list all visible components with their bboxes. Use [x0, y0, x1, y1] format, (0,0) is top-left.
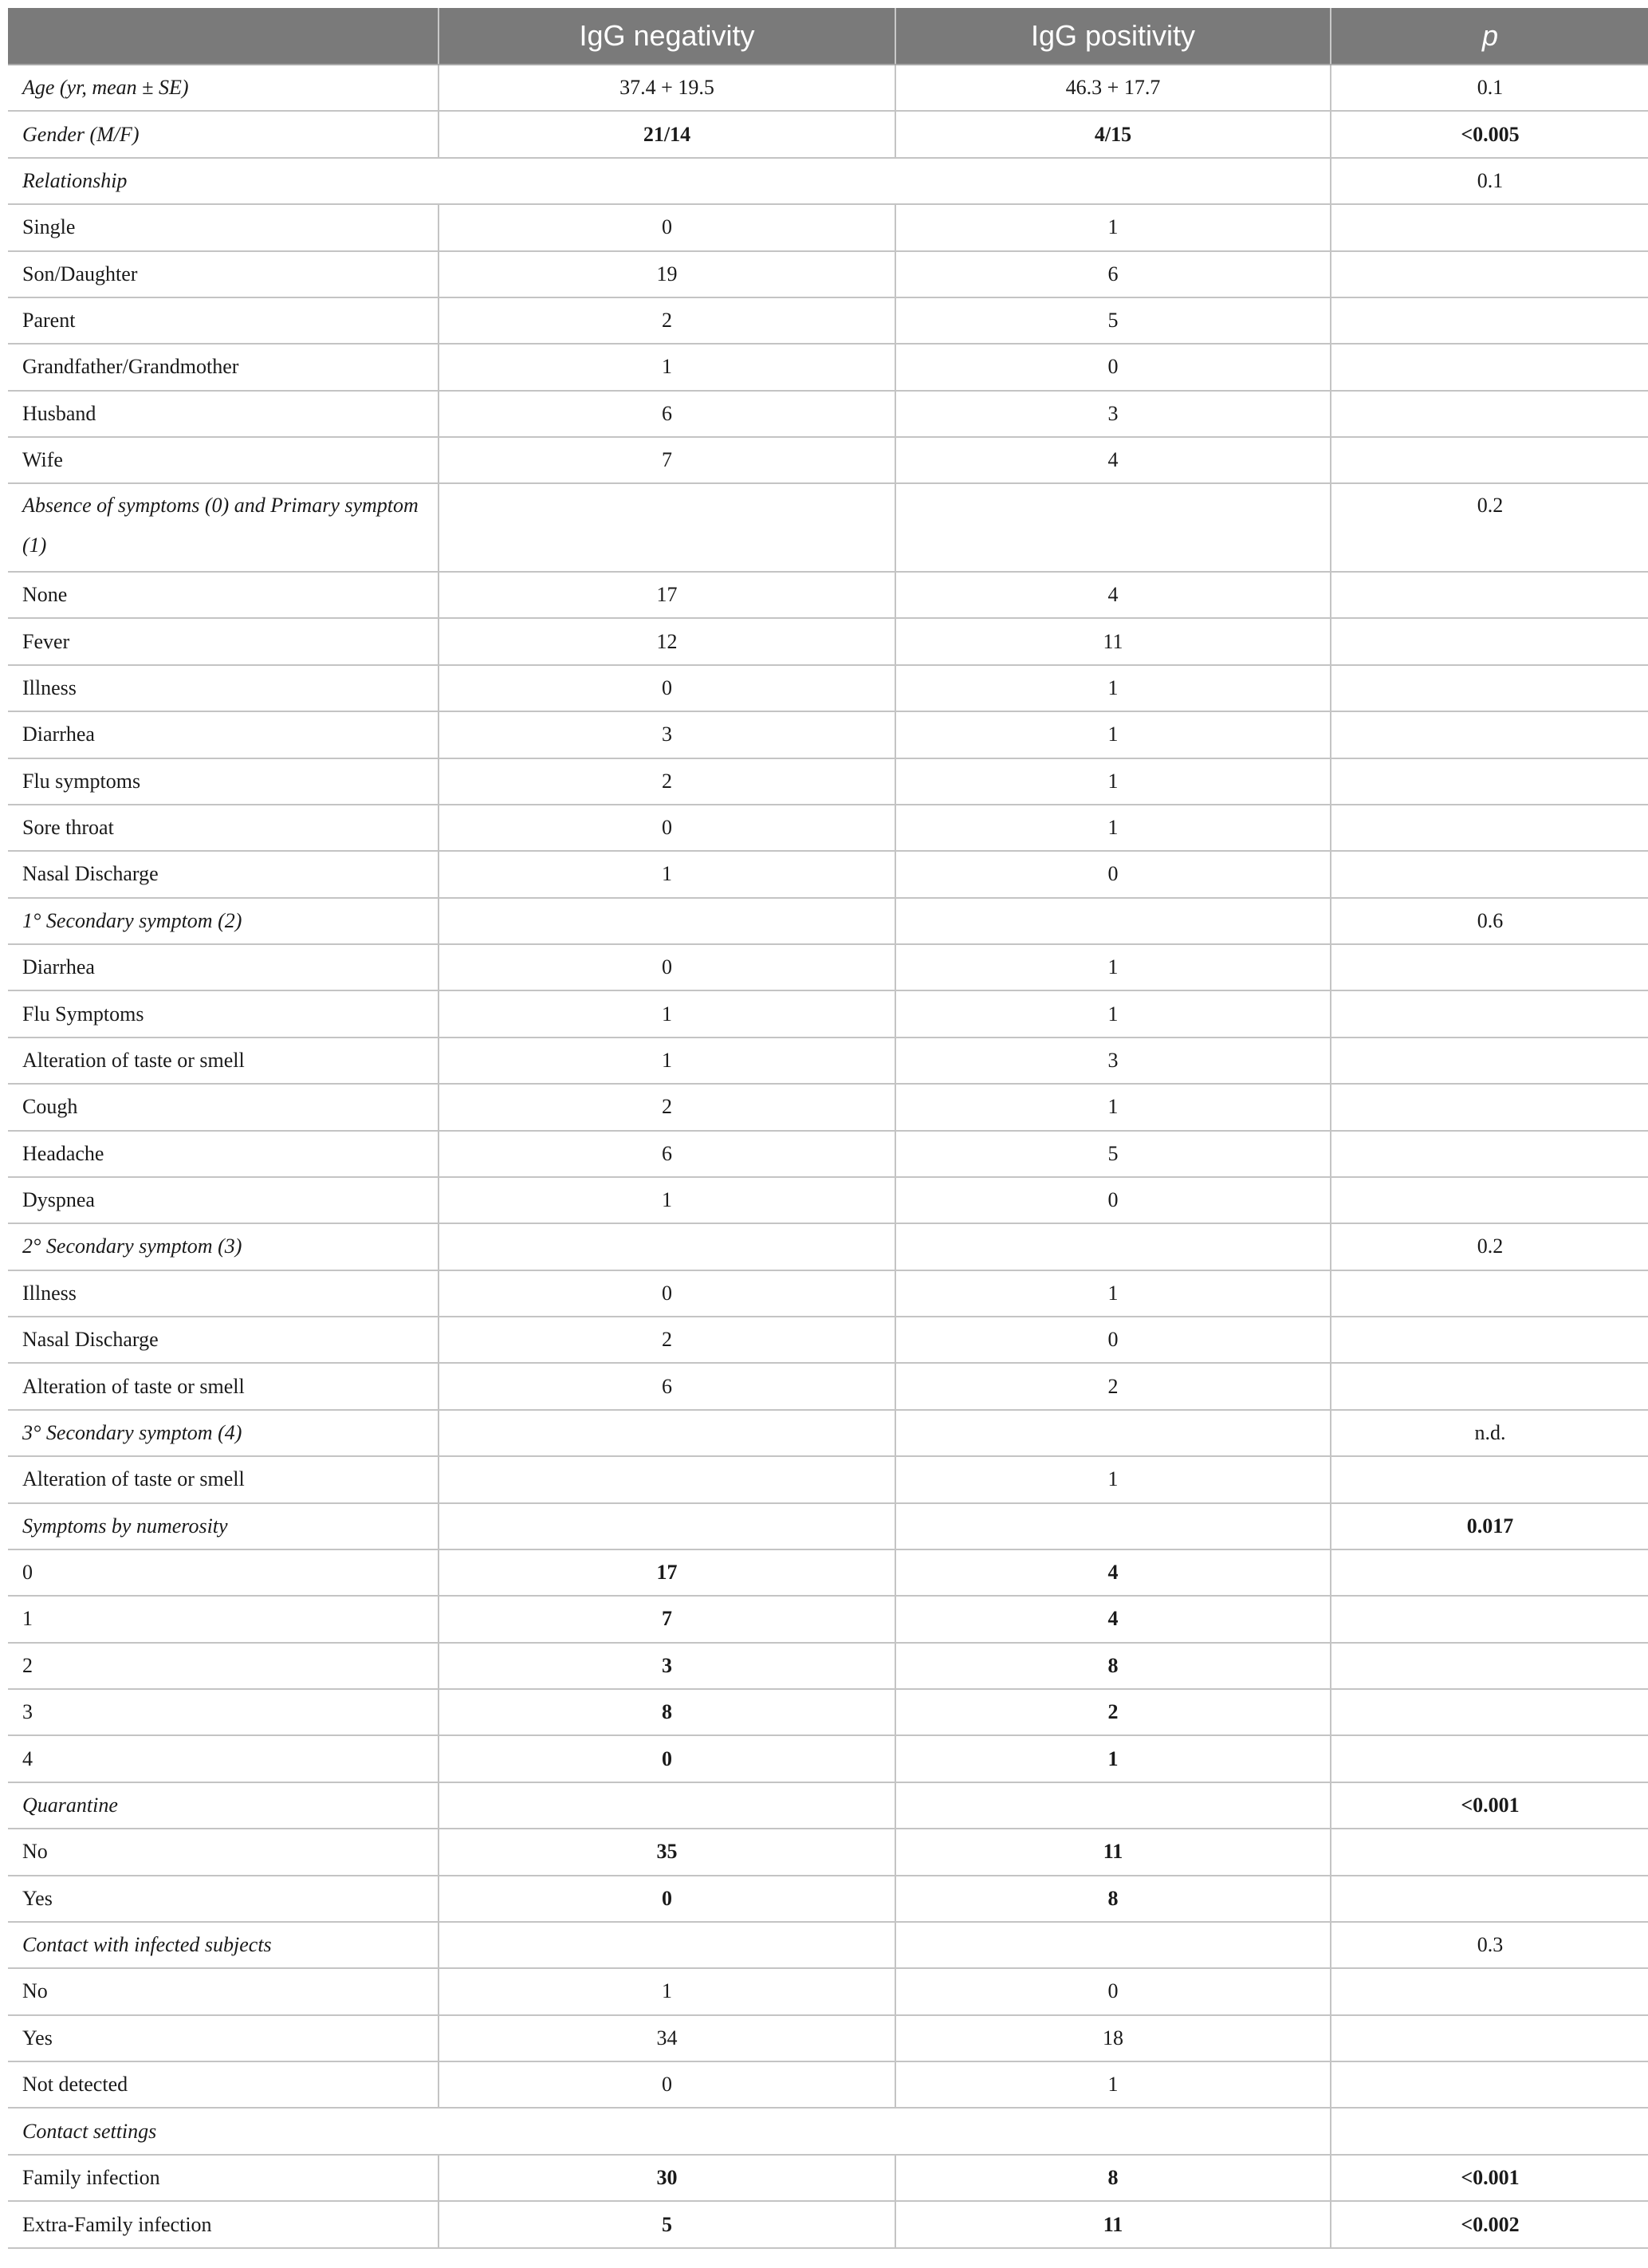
p-value-cell — [1331, 1876, 1648, 1922]
p-value-cell — [1331, 2108, 1648, 2154]
section-row — [8, 1503, 1648, 1549]
igg-positivity-cell: 8 — [895, 1643, 1331, 1689]
table-row — [8, 1177, 1648, 1223]
table-row — [8, 1876, 1648, 1922]
igg-positivity-cell: 1 — [895, 758, 1331, 805]
p-value-cell — [1331, 990, 1648, 1037]
igg-positivity-cell: 11 — [895, 2201, 1331, 2248]
p-value-cell — [1331, 1689, 1648, 1735]
row-label: 1 — [8, 1596, 439, 1642]
igg-negativity-cell: 1 — [439, 1968, 895, 2014]
igg-positivity-cell: 4/15 — [895, 111, 1331, 157]
igg-negativity-cell: 19 — [439, 251, 895, 297]
igg-positivity-cell: 0 — [895, 1968, 1331, 2014]
igg-positivity-cell: 1 — [895, 805, 1331, 851]
igg-negativity-cell: 0 — [439, 1876, 895, 1922]
igg-positivity-cell: 0 — [895, 344, 1331, 390]
p-value-cell: 0.2 — [1331, 483, 1648, 572]
row-label: Not detected — [8, 2061, 439, 2108]
table-row — [8, 2015, 1648, 2061]
row-label: 4 — [8, 1735, 439, 1782]
p-value-cell: <0.005 — [1331, 111, 1648, 157]
p-value-cell — [1331, 1038, 1648, 1084]
igg-negativity-cell: 21/14 — [439, 111, 895, 157]
row-label: Son/Daughter — [8, 251, 439, 297]
row-label: Cough — [8, 1084, 439, 1130]
p-value-cell: 0.1 — [1331, 158, 1648, 204]
p-value-cell — [1331, 1596, 1648, 1642]
igg-positivity-cell: 1 — [895, 1735, 1331, 1782]
igg-positivity-cell: 4 — [895, 1549, 1331, 1596]
table-row — [8, 1317, 1648, 1363]
igg-negativity-cell — [439, 1410, 895, 1456]
igg-positivity-cell: 1 — [895, 204, 1331, 250]
row-label: Flu Symptoms — [8, 990, 439, 1037]
row-label: Grandfather/Grandmother — [8, 344, 439, 390]
table-row — [8, 1643, 1648, 1689]
table-row — [8, 2155, 1648, 2201]
header-igg-negativity: IgG negativity — [439, 8, 895, 65]
igg-negativity-cell: 1 — [439, 990, 895, 1037]
p-value-cell — [1331, 1456, 1648, 1502]
table-row — [8, 2061, 1648, 2108]
igg-positivity-cell: 0 — [895, 1177, 1331, 1223]
p-value-cell — [1331, 572, 1648, 618]
section-row — [8, 1782, 1648, 1829]
igg-positivity-cell: 1 — [895, 665, 1331, 711]
igg-negativity-cell: 0 — [439, 204, 895, 250]
row-label: 3° Secondary symptom (4) — [8, 1410, 439, 1456]
igg-positivity-cell: 8 — [895, 1876, 1331, 1922]
igg-negativity-cell: 0 — [439, 665, 895, 711]
p-value-cell — [1331, 1968, 1648, 2014]
section-row — [8, 1410, 1648, 1456]
row-label: Yes — [8, 2015, 439, 2061]
row-label: Symptoms by numerosity — [8, 1503, 439, 1549]
igg-positivity-cell: 2 — [895, 1363, 1331, 1409]
p-value-cell — [1331, 391, 1648, 437]
igg-negativity-cell: 35 — [439, 1829, 895, 1875]
row-label: Family infection — [8, 2155, 439, 2201]
igg-positivity-cell: 11 — [895, 1829, 1331, 1875]
igg-positivity-cell: 1 — [895, 2061, 1331, 2108]
section-row — [8, 2108, 1648, 2154]
p-value-cell: 0.017 — [1331, 1503, 1648, 1549]
igg-negativity-cell: 6 — [439, 1363, 895, 1409]
igg-positivity-cell: 2 — [895, 1689, 1331, 1735]
row-label: Fever — [8, 618, 439, 664]
row-label: Alteration of taste or smell — [8, 1038, 439, 1084]
p-value-cell — [1331, 1131, 1648, 1177]
row-label: Contact settings — [8, 2108, 1331, 2154]
table-row — [8, 944, 1648, 990]
p-value-cell — [1331, 805, 1648, 851]
row-label: Diarrhea — [8, 711, 439, 758]
section-row — [8, 483, 1648, 572]
table-row — [8, 990, 1648, 1037]
igg-positivity-cell — [895, 1922, 1331, 1968]
igg-negativity-cell: 0 — [439, 1735, 895, 1782]
table-row — [8, 391, 1648, 437]
igg-positivity-cell: 4 — [895, 572, 1331, 618]
igg-positivity-cell — [895, 898, 1331, 944]
igg-negativity-cell: 1 — [439, 1038, 895, 1084]
igg-positivity-cell — [895, 1223, 1331, 1270]
igg-negativity-cell: 1 — [439, 851, 895, 897]
igg-positivity-cell — [895, 1410, 1331, 1456]
igg-negativity-cell: 2 — [439, 1084, 895, 1130]
row-label: 1° Secondary symptom (2) — [8, 898, 439, 944]
p-value-cell — [1331, 1735, 1648, 1782]
p-value-cell — [1331, 2015, 1648, 2061]
row-label: Flu symptoms — [8, 758, 439, 805]
igg-positivity-cell: 11 — [895, 618, 1331, 664]
p-value-cell — [1331, 1317, 1648, 1363]
p-value-cell — [1331, 711, 1648, 758]
p-value-cell: 0.1 — [1331, 65, 1648, 111]
row-label: Single — [8, 204, 439, 250]
p-value-cell — [1331, 204, 1648, 250]
header-p-value: p — [1331, 8, 1648, 65]
p-value-cell: <0.002 — [1331, 2201, 1648, 2248]
row-label: Diarrhea — [8, 944, 439, 990]
igg-negativity-cell — [439, 1922, 895, 1968]
table-row — [8, 1689, 1648, 1735]
row-label: No — [8, 1829, 439, 1875]
igg-negativity-cell: 37.4 + 19.5 — [439, 65, 895, 111]
table-row — [8, 1363, 1648, 1409]
row-label: Relationship — [8, 158, 1331, 204]
row-label: Illness — [8, 665, 439, 711]
igg-positivity-cell: 5 — [895, 297, 1331, 344]
p-value-cell — [1331, 665, 1648, 711]
igg-positivity-cell: 4 — [895, 1596, 1331, 1642]
igg-positivity-cell: 1 — [895, 1084, 1331, 1130]
igg-positivity-cell: 1 — [895, 711, 1331, 758]
data-table — [8, 8, 1648, 2249]
igg-positivity-cell: 1 — [895, 1456, 1331, 1502]
row-label: Nasal Discharge — [8, 1317, 439, 1363]
row-label: 0 — [8, 1549, 439, 1596]
p-value-cell — [1331, 1549, 1648, 1596]
igg-negativity-cell: 1 — [439, 344, 895, 390]
row-label: 3 — [8, 1689, 439, 1735]
igg-negativity-cell: 6 — [439, 1131, 895, 1177]
p-value-cell — [1331, 1363, 1648, 1409]
p-value-cell — [1331, 1084, 1648, 1130]
p-value-cell: <0.001 — [1331, 1782, 1648, 1829]
table-row — [8, 1084, 1648, 1130]
p-value-cell — [1331, 944, 1648, 990]
igg-negativity-cell: 7 — [439, 437, 895, 483]
header-row — [8, 8, 1648, 65]
igg-negativity-cell: 2 — [439, 758, 895, 805]
section-row — [8, 65, 1648, 111]
igg-negativity-cell: 3 — [439, 1643, 895, 1689]
table-row — [8, 344, 1648, 390]
igg-positivity-cell: 5 — [895, 1131, 1331, 1177]
row-label: Extra-Family infection — [8, 2201, 439, 2248]
p-value-cell — [1331, 297, 1648, 344]
row-label: Dyspnea — [8, 1177, 439, 1223]
table-row — [8, 665, 1648, 711]
p-value-cell: <0.001 — [1331, 2155, 1648, 2201]
igg-negativity-cell — [439, 1223, 895, 1270]
igg-positivity-cell — [895, 483, 1331, 572]
row-label: None — [8, 572, 439, 618]
p-value-cell — [1331, 344, 1648, 390]
igg-negativity-cell — [439, 898, 895, 944]
p-value-cell: 0.2 — [1331, 1223, 1648, 1270]
row-label: Husband — [8, 391, 439, 437]
p-value-cell: n.d. — [1331, 1410, 1648, 1456]
table-row — [8, 2201, 1648, 2248]
table-row — [8, 1829, 1648, 1875]
igg-negativity-cell — [439, 1456, 895, 1502]
p-value-cell — [1331, 1270, 1648, 1317]
row-label: Alteration of taste or smell — [8, 1456, 439, 1502]
row-label: 2° Secondary symptom (3) — [8, 1223, 439, 1270]
igg-negativity-cell: 2 — [439, 297, 895, 344]
p-value-cell — [1331, 1177, 1648, 1223]
igg-negativity-cell: 8 — [439, 1689, 895, 1735]
igg-positivity-cell: 3 — [895, 391, 1331, 437]
row-label: Quarantine — [8, 1782, 439, 1829]
igg-negativity-cell: 12 — [439, 618, 895, 664]
table-row — [8, 437, 1648, 483]
p-value-cell — [1331, 437, 1648, 483]
row-label: Illness — [8, 1270, 439, 1317]
igg-positivity-cell: 46.3 + 17.7 — [895, 65, 1331, 111]
table-row — [8, 758, 1648, 805]
igg-positivity-cell: 3 — [895, 1038, 1331, 1084]
section-row — [8, 158, 1648, 204]
p-value-cell — [1331, 1829, 1648, 1875]
igg-negativity-cell: 6 — [439, 391, 895, 437]
igg-positivity-cell — [895, 1503, 1331, 1549]
row-label: Yes — [8, 1876, 439, 1922]
p-value-cell — [1331, 2061, 1648, 2108]
p-value-cell: 0.3 — [1331, 1922, 1648, 1968]
igg-negativity-cell: 3 — [439, 711, 895, 758]
igg-positivity-cell: 1 — [895, 990, 1331, 1037]
section-row — [8, 111, 1648, 157]
table-row — [8, 1549, 1648, 1596]
igg-negativity-cell: 17 — [439, 572, 895, 618]
p-value-cell — [1331, 251, 1648, 297]
row-label: Wife — [8, 437, 439, 483]
igg-positivity-cell: 6 — [895, 251, 1331, 297]
table-row — [8, 204, 1648, 250]
igg-negativity-cell: 0 — [439, 805, 895, 851]
table-row — [8, 1968, 1648, 2014]
table-row — [8, 1270, 1648, 1317]
row-label: Alteration of taste or smell — [8, 1363, 439, 1409]
igg-negativity-cell: 2 — [439, 1317, 895, 1363]
igg-negativity-cell: 5 — [439, 2201, 895, 2248]
igg-negativity-cell — [439, 483, 895, 572]
igg-negativity-cell: 1 — [439, 1177, 895, 1223]
igg-negativity-cell — [439, 1782, 895, 1829]
row-label: Nasal Discharge — [8, 851, 439, 897]
igg-positivity-cell: 4 — [895, 437, 1331, 483]
table-row — [8, 1596, 1648, 1642]
p-value-cell — [1331, 618, 1648, 664]
table-row — [8, 297, 1648, 344]
table-row — [8, 711, 1648, 758]
header-igg-positivity: IgG positivity — [895, 8, 1331, 65]
row-label: Headache — [8, 1131, 439, 1177]
table-body — [8, 65, 1648, 2248]
section-row — [8, 1922, 1648, 1968]
igg-negativity-cell: 0 — [439, 1270, 895, 1317]
row-label: Absence of symptoms (0) and Primary symptom (1) — [8, 483, 439, 572]
p-value-cell — [1331, 851, 1648, 897]
igg-negativity-cell: 0 — [439, 2061, 895, 2108]
table-row — [8, 618, 1648, 664]
row-label: Parent — [8, 297, 439, 344]
row-label: Age (yr, mean ± SE) — [8, 65, 439, 111]
table-row — [8, 1735, 1648, 1782]
igg-negativity-cell: 30 — [439, 2155, 895, 2201]
table-row — [8, 1456, 1648, 1502]
igg-negativity-cell: 17 — [439, 1549, 895, 1596]
igg-negativity-cell: 34 — [439, 2015, 895, 2061]
igg-positivity-cell: 0 — [895, 851, 1331, 897]
igg-positivity-cell: 8 — [895, 2155, 1331, 2201]
p-value-cell: 0.6 — [1331, 898, 1648, 944]
row-label: 2 — [8, 1643, 439, 1689]
igg-positivity-cell — [895, 1782, 1331, 1829]
section-row — [8, 898, 1648, 944]
igg-negativity-cell: 7 — [439, 1596, 895, 1642]
table-row — [8, 851, 1648, 897]
p-value-cell — [1331, 758, 1648, 805]
row-label: Gender (M/F) — [8, 111, 439, 157]
row-label: No — [8, 1968, 439, 2014]
p-value-cell — [1331, 1643, 1648, 1689]
igg-positivity-cell: 18 — [895, 2015, 1331, 2061]
table-row — [8, 1131, 1648, 1177]
igg-positivity-cell: 0 — [895, 1317, 1331, 1363]
table-row — [8, 572, 1648, 618]
table-row — [8, 251, 1648, 297]
header-label-column — [8, 8, 439, 65]
section-row — [8, 1223, 1648, 1270]
igg-negativity-cell: 0 — [439, 944, 895, 990]
igg-positivity-cell: 1 — [895, 944, 1331, 990]
igg-positivity-cell: 1 — [895, 1270, 1331, 1317]
igg-negativity-cell — [439, 1503, 895, 1549]
row-label: Sore throat — [8, 805, 439, 851]
table-row — [8, 1038, 1648, 1084]
table-row — [8, 805, 1648, 851]
row-label: Contact with infected subjects — [8, 1922, 439, 1968]
